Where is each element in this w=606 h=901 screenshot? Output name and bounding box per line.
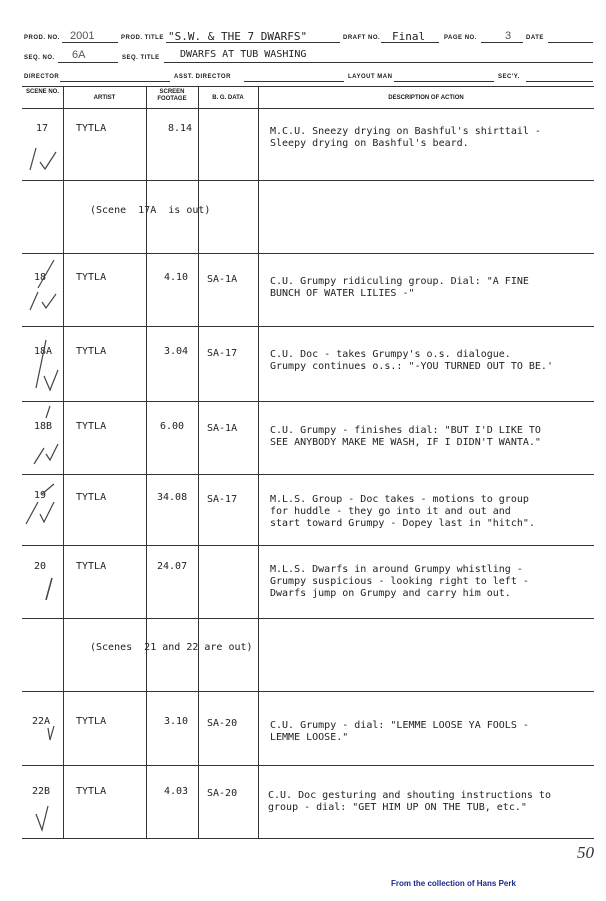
seq-no-value: 6A <box>72 49 86 61</box>
bg-data: SA-17 <box>207 348 238 359</box>
bg-data: SA-1A <box>207 274 238 285</box>
asst-director-label: ASST. DIRECTOR <box>174 74 231 80</box>
draft-no-label: DRAFT NO. <box>343 35 381 41</box>
artist: TYTLA <box>76 786 107 797</box>
artist: TYTLA <box>76 123 107 134</box>
date-label: DATE <box>526 35 544 41</box>
col-screen-footage: SCREEN FOOTAGE <box>157 89 187 102</box>
prod-title-value: "S.W. & THE 7 DWARFS" <box>168 30 308 43</box>
scene-no: 20 <box>34 561 47 572</box>
description: M.L.S. Group - Doc takes - motions to group for huddle - they go into it and out and start toward Grumpy - Dopey last in "hitch". <box>270 494 535 529</box>
check-mark-icon <box>40 576 62 604</box>
page-number: 50 <box>577 843 594 862</box>
footage: 3.04 <box>164 346 189 357</box>
artist: TYTLA <box>76 561 107 572</box>
footage: 4.10 <box>164 272 189 283</box>
prod-no-label: PROD. NO. <box>24 35 60 41</box>
col-scene-no: SCENE NO. <box>25 89 59 95</box>
row-note: (Scenes 21 and 22 are out) <box>90 642 253 653</box>
scene-no: 18B <box>34 421 53 432</box>
seq-title-label: SEQ. TITLE <box>122 55 160 61</box>
secy-label: SEC'Y. <box>498 74 520 80</box>
bg-data: SA-20 <box>207 718 238 729</box>
check-mark-icon <box>26 138 62 174</box>
description: M.L.S. Dwarfs in around Grumpy whistling - Grumpy suspicious - looking right to left - Dwarfs jump on Grumpy and carry him out. <box>270 564 529 599</box>
artist: TYTLA <box>76 346 107 357</box>
scene-no: 22B <box>32 786 51 797</box>
seq-no-label: SEQ. NO. <box>24 55 55 61</box>
description: C.U. Grumpy - dial: "LEMME LOOSE YA FOOLS - LEMME LOOSE." <box>270 720 529 743</box>
director-label: DIRECTOR <box>24 74 60 80</box>
footage: 3.10 <box>164 716 189 727</box>
draft-no-value: Final <box>392 30 426 43</box>
description: C.U. Doc - takes Grumpy's o.s. dialogue. Grumpy continues o.s.: "-YOU TURNED OUT TO BE.' <box>270 349 553 372</box>
bg-data: SA-1A <box>207 423 238 434</box>
col-description: DESCRIPTION OF ACTION <box>388 95 464 101</box>
row-note: (Scene 17A is out) <box>90 205 211 216</box>
layout-man-label: LAYOUT MAN <box>348 74 393 80</box>
seq-title-value: DWARFS AT TUB WASHING <box>180 49 307 60</box>
col-bg-data: B. G. DATA <box>212 95 244 101</box>
prod-no-value: 2001 <box>70 30 95 42</box>
footage: 6.00 <box>160 421 185 432</box>
page-no-label: PAGE NO. <box>444 35 477 41</box>
prod-title-label: PROD. TITLE <box>121 35 164 41</box>
footage: 34.08 <box>157 492 188 503</box>
footage: 8.14 <box>168 123 193 134</box>
description: C.U. Grumpy ridiculing group. Dial: "A FINE BUNCH OF WATER LILIES -" <box>270 276 529 299</box>
scene-no: 18 <box>34 272 47 283</box>
scene-no: 18A <box>34 346 53 357</box>
check-mark-icon <box>24 336 62 396</box>
collection-credit: From the collection of Hans Perk <box>391 879 516 888</box>
description: M.C.U. Sneezy drying on Bashful's shirttail - Sleepy drying on Bashful's beard. <box>270 126 541 149</box>
check-mark-icon <box>24 258 62 316</box>
artist: TYTLA <box>76 492 107 503</box>
artist: TYTLA <box>76 716 107 727</box>
scene-no: 22A <box>32 716 51 727</box>
check-mark-icon <box>32 804 52 834</box>
bg-data: SA-20 <box>207 788 238 799</box>
footage: 24.07 <box>157 561 188 572</box>
footage: 4.03 <box>164 786 189 797</box>
check-mark-icon <box>44 722 58 744</box>
artist: TYTLA <box>76 421 107 432</box>
scene-no: 19 <box>34 490 47 501</box>
scene-no: 17 <box>36 123 49 134</box>
description: C.U. Doc gesturing and shouting instructions to group - dial: "GET HIM UP ON THE TUB, etc." <box>268 790 551 813</box>
check-mark-icon <box>24 404 62 470</box>
page-no-value: 3 <box>505 30 512 42</box>
description: C.U. Grumpy - finishes dial: "BUT I'D LIKE TO SEE ANYBODY MAKE ME WASH, IF I DIDN'T WANTA." <box>270 425 541 448</box>
col-artist: ARTIST <box>93 95 116 101</box>
bg-data: SA-17 <box>207 494 238 505</box>
check-mark-icon <box>22 480 60 530</box>
artist: TYTLA <box>76 272 107 283</box>
